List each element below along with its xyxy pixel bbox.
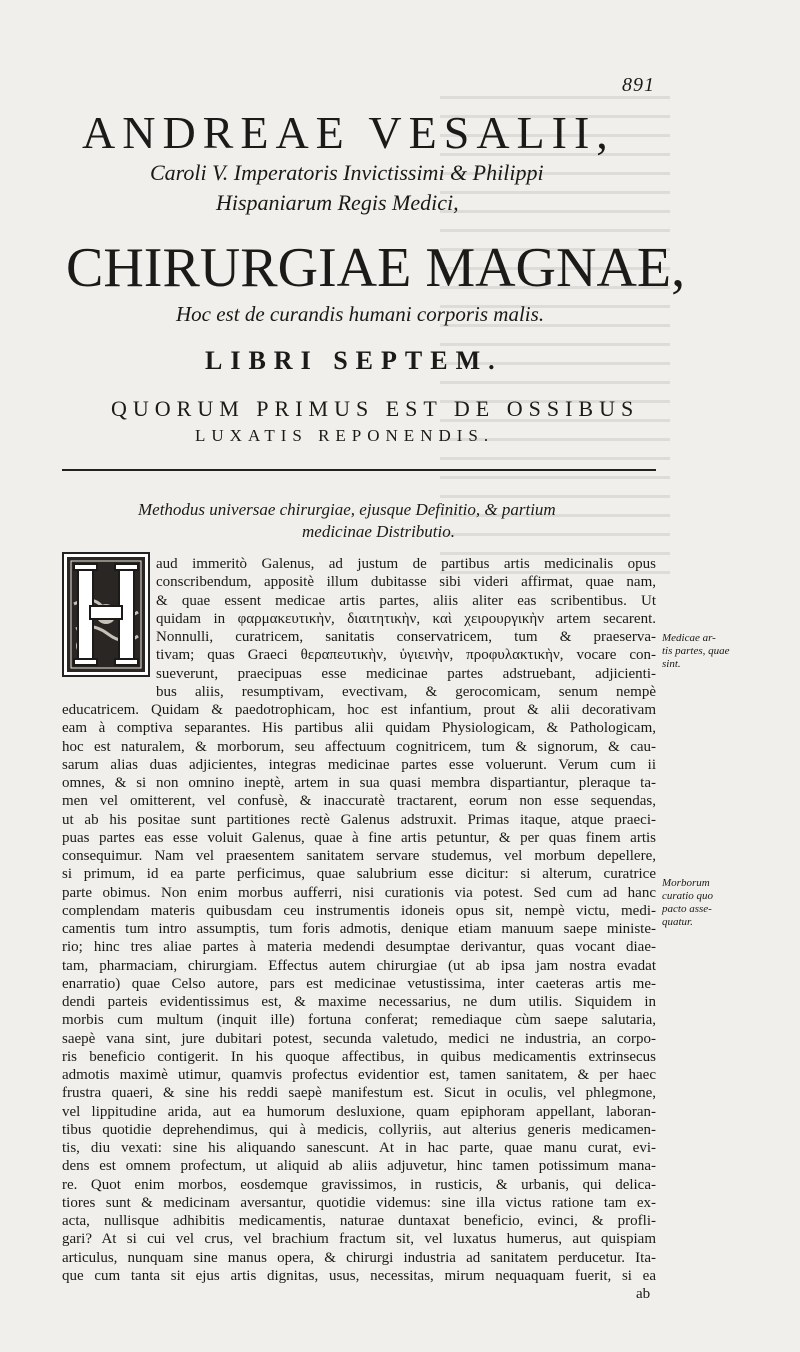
- body-line: re. Quot enim morbos, eosdemque gravissimos, in rusticis, & urbanis, qui delica-: [62, 1176, 656, 1193]
- body-line: men vel omitterent, vel confusè, & inaccuratè tractarent, eorum non esse sequendas,: [62, 793, 656, 810]
- body-line: omnes, & si non omnino ineptè, artem in sua quasi membra dispartiantur, pleraque ta-: [62, 775, 656, 791]
- title-line-3: Hispaniarum Regis Medici,: [216, 190, 459, 215]
- margin-note-line: quatur.: [662, 916, 693, 928]
- title-author: ANDREAE VESALII,: [82, 107, 615, 158]
- body-line: tam, pharmaciam, chirurgiam. Effectus autem chirurgiae (ut ab ipsa jam nostra evadat: [62, 957, 656, 974]
- body-line: aud immeritò Galenus, ad justum de partibus artis medicinalis opus: [156, 556, 656, 572]
- body-line: tis, diu vexati: sine his aliquando sanescunt. At in hac parte, quae manu curat, evi-: [62, 1140, 656, 1156]
- body-line: gari? At si cui vel crus, vel brachium fractum sit, vel luxatus humerus, aut quispiam: [62, 1231, 656, 1248]
- page-number: 891: [622, 74, 655, 96]
- body-line: tiores sunt & medicinam aversantur, quotidie videmus: sine illa victus ratione tam ex-: [62, 1194, 656, 1211]
- section-heading-line-2: medicinae Distributio.: [302, 522, 455, 541]
- decorated-initial: [62, 552, 150, 677]
- body-line: que cum tanta sit ejus artis dignitas, usus, necessitas, mirum nequaquam fuerit, si ea: [62, 1267, 656, 1284]
- body-line: frustra quaeri, & sine his reddi saepè manifestum est. Sicut in oculis, vel phlegmone,: [62, 1085, 656, 1102]
- body-line: bus aliis, resumptivam, evectivam, & gerocomicam, senum nempè: [156, 683, 656, 700]
- body-line: sarum alias duas adjicientes, integras medicinae partes esse voluerunt. Verum cum ii: [62, 756, 656, 773]
- body-line: dens est omnem profectum, ut aliquid ab aliis adjuvetur, hinc tamen potissimum mana-: [62, 1158, 656, 1175]
- body-line: educatricem. Quidam & paedotrophicam, hoc est infantium, prout & alii decorativam: [62, 702, 656, 718]
- body-line: eam à comptiva separantes. His partibus alii quidam Physiologicam, & Pathologicam,: [62, 720, 656, 737]
- body-line: admotis maximè utimur, quamvis profectus evidentior est, tamen sanitatem, & per haec: [62, 1067, 656, 1083]
- margin-note-line: sint.: [662, 658, 681, 670]
- margin-note-line: Medicae ar-: [662, 632, 716, 644]
- title-main: CHIRURGIAE MAGNAE,: [66, 237, 686, 299]
- body-line: acta, nullisque adhibitis medicamentis, naturae duntaxat beneficio, evinci, & profli-: [62, 1213, 656, 1229]
- body-line: & quae essent medicae artis partes, aliis aliter eas scribentibus. Ut: [156, 592, 656, 609]
- body-line: hoc est naturalem, & morborum, seu affectuum cognitricem, tum & signorum, & cau-: [62, 738, 656, 755]
- title-line-7: QUORUM PRIMUS EST DE OSSIBUS: [111, 396, 640, 421]
- body-line: si primum, id ea parte perficimus, quae salubrium esse dicitur: si alterum, curatrice: [62, 866, 656, 883]
- body-line: ab: [636, 1286, 651, 1302]
- body-line: consequimur. Nam vel praesentem sanitatem servare studemus, vel morbum depellere,: [62, 848, 656, 864]
- margin-note-line: curatio quo: [662, 890, 714, 902]
- section-heading-line-1: Methodus universae chirurgiae, ejusque Definitio, & partium: [138, 500, 556, 519]
- body-line: puas partes eas esse voluit Galenus, quae à fine artis petuntur, & per quas finem artis: [62, 829, 656, 846]
- title-line-2: Caroli V. Imperatoris Invictissimi & Philippi: [150, 160, 544, 185]
- ornamental-initial-icon: [64, 554, 148, 675]
- body-line: tibus quotidie deprehendimus, qui à medicis, collyriis, aut alterius generis medicamen-: [62, 1121, 656, 1138]
- title-line-5: Hoc est de curandis humani corporis malis.: [176, 302, 545, 326]
- margin-note-line: tis partes, quae: [662, 645, 730, 657]
- body-line: ut ab his positae sunt partitiones rectè Galenus adstruxit. Primas itaque, atque praeci-: [62, 811, 656, 828]
- divider-rule: [62, 469, 656, 471]
- body-line: vel lippitudine arida, aut ea humorum desluxione, quam epiphoram appellant, laboran-: [62, 1103, 656, 1120]
- body-line: dendi parteis evidentissimus est, & maxime necessarius, ne dum utilis. Siquidem in: [62, 994, 656, 1010]
- body-line: parte obimus. Non enim morbus aufferri, nisi curationis via potest. Sed cum ad hanc: [62, 884, 656, 901]
- body-line: camentis tum intro assumptis, tum foris admotis, denique etiam manuum saepe ministe-: [62, 921, 656, 937]
- body-line: Nonnulli, curatricem, sanitatis conservatricem, tum & praeserva-: [156, 629, 656, 645]
- body-line: quidam in φαρμακευτικὴν, διαιτητικὴν, καὶ χειρουργικὴν artem secarent.: [156, 610, 656, 627]
- margin-note-line: pacto asse-: [662, 903, 712, 915]
- body-line: morbis cum multum (inquit ille) fortuna conferat; remediaque cùm saepe salutaria,: [62, 1012, 656, 1029]
- body-line: saepè vana sint, jure dubitari potest, secunda valetudo, medici ne industria, an corpo-: [62, 1030, 656, 1047]
- title-line-6: LIBRI SEPTEM.: [205, 346, 503, 375]
- margin-note-line: Morborum: [662, 877, 710, 889]
- body-line: articulus, nunquam sine manus opera, & chirurgi industria ad sanitatem perducetur. Ita-: [62, 1249, 656, 1266]
- body-line: enarratio) quae Celso autore, pars est medicinae vetustissima, inter caeteras artis me-: [62, 975, 656, 992]
- body-line: conscribendum, appositè illum dubitasse sibi videri affirmat, quae nam,: [156, 574, 656, 591]
- body-line: ris beneficio contigerit. In his quoque affectibus, in quibus medicamentis extrinsecus: [62, 1048, 656, 1065]
- body-line: complendam materis quibusdam ceu instrumentis idoneis opus sit, nempè victu, medi-: [62, 902, 656, 919]
- body-line: rio; hinc tres aliae partes à materia medendi desumptae derivantur, quas vocant diae-: [62, 939, 656, 956]
- body-line: sueverunt, praecipuas esse medicinae partes adstruebant, adjicienti-: [156, 665, 656, 682]
- body-line: tivam; quas Graeci θεραπευτικὴν, ὑγιεινὴν, προφυλακτικὴν, vocare con-: [156, 647, 656, 664]
- title-line-8: LUXATIS REPONENDIS.: [195, 426, 495, 445]
